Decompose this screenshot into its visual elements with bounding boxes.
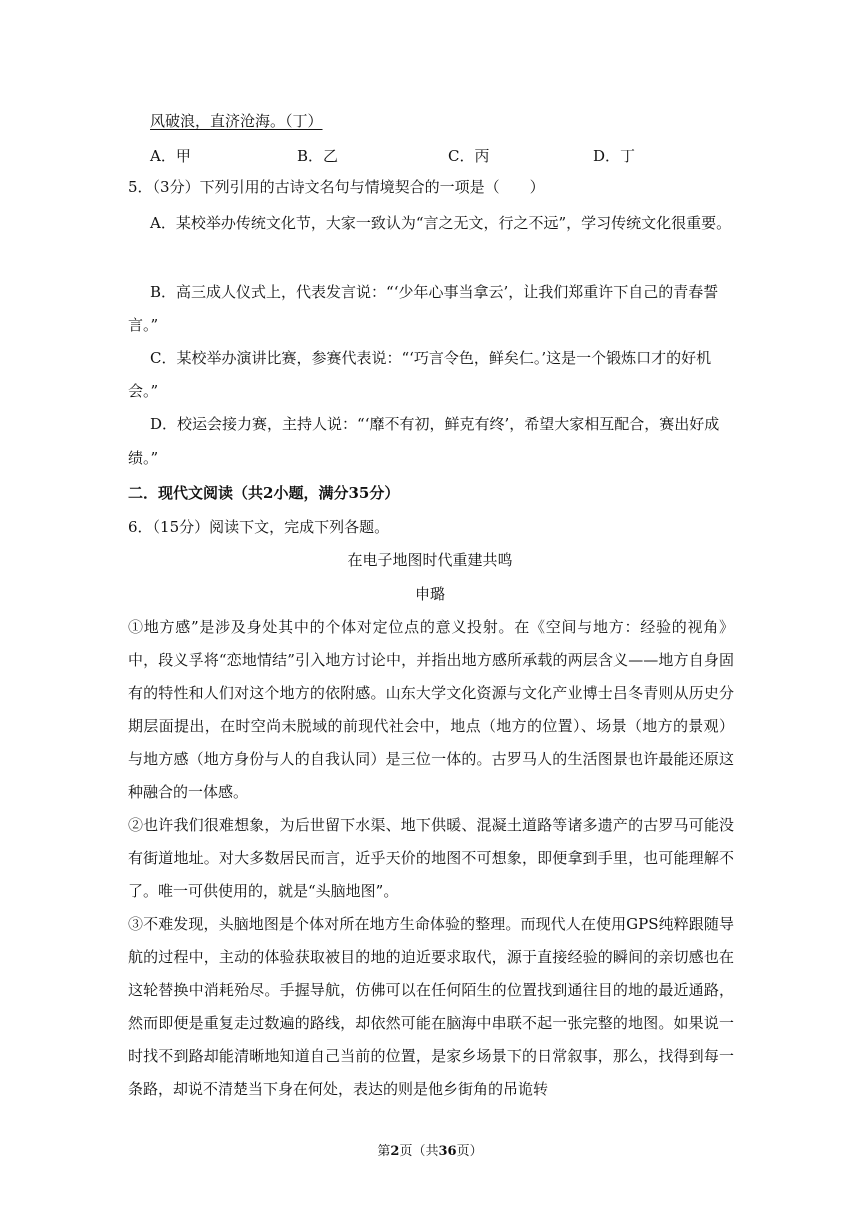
article-author: 申璐 [414, 585, 445, 603]
footer-prefix: 第 [377, 1144, 391, 1159]
q5-option-d-line1: D．校运会接力赛，主持人说：“‘靡不有初，鲜克有终’，希望大家相互配合，赛出好成 [150, 415, 720, 433]
prev-option-a: A．甲 [150, 147, 191, 165]
q5-option-b-line1: B．高三成人仪式上，代表发言说：“‘少年心事当拿云’，让我们郑重许下自己的青春誓 [150, 283, 719, 301]
footer-page-number: 2 [390, 1144, 400, 1159]
footer-middle: 页（共 [399, 1144, 439, 1159]
article-paragraph-1: ①地方感”是涉及身处其中的个体对定位点的意义投射。在《空间与地方：经验的视角》中，段义孚将“恋地情结”引入地方讨论中，并指出地方感所承载的两层含义——地方自身固有的特性和人们对这个地方的依附感。山东大学文化资源与文化产业博士吕冬青则从历史分期层面提出，在时空尚未脱域的前现代社会中，地点（地方的位置）、场景（地方的景观）与地方感（地方身份与人的自我认同）是三位一体的。古罗马人的生活图景也许最能还原这种融合的一体感。 [128, 618, 734, 801]
article-paragraph-3: ③不难发现，头脑地图是个体对所在地方生命体验的整理。而现代人在使用GPS纯粹跟随导航的过程中，主动的体验获取被目的地的迫近要求取代，源于直接经验的瞬间的亲切感也在这轮替换中消耗殆尽。手握导航，仿佛可以在任何陌生的位置找到通往目的地的最近通路，然而即便是重复走过数遍的路线，却依然可能在脑海中串联不起一张完整的地图。如果说一时找不到路却能清晰地知道自己当前的位置，是家乡场景下的日常叙事，那么，找得到每一条路，却说不清楚当下身在何处，表达的则是他乡街角的吊诡转 [128, 915, 734, 1098]
footer-total-pages: 36 [438, 1144, 457, 1159]
q5-option-b-line2: 言。” [128, 316, 159, 334]
prev-option-b: B．乙 [297, 147, 339, 165]
q5-stem: 5．（3分）下列引用的古诗文名句与情境契合的一项是（ ） [128, 178, 545, 196]
section-2-heading: 二．现代文阅读（共2小题，满分35分） [128, 484, 400, 502]
q5-option-c-line1: C．某校举办演讲比赛，参赛代表说：“‘巧言令色，鲜矣仁。’这是一个锻炼口才的好机 [150, 349, 712, 367]
q5-option-a: A．某校举办传统文化节，大家一致认为“言之无文，行之不远”，学习传统文化很重要。 [150, 214, 732, 232]
prev-option-d: D．丁 [593, 147, 636, 165]
q5-option-c-line2: 会。” [128, 382, 159, 400]
prev-option-c: C．丙 [448, 147, 490, 165]
article-body [128, 611, 734, 1106]
article-title: 在电子地图时代重建共鸣 [347, 551, 513, 569]
article-paragraph-2: ②也许我们很难想象，为后世留下水渠、地下供暖、混凝土道路等诸多遗产的古罗马可能没有街道地址。对大多数居民而言，近乎天价的地图不可想象，即便拿到手里，也可能理解不了。唯一可供使用的，就是“头脑地图”。 [128, 816, 734, 900]
footer-suffix: 页） [456, 1144, 483, 1159]
q6-stem: 6．（15分）阅读下文，完成下列各题。 [128, 518, 390, 536]
q5-option-d-line2: 绩。” [128, 449, 159, 467]
prev-question-tail-text: 风破浪，直济沧海。（丁） [150, 112, 323, 130]
page-footer [0, 1140, 860, 1159]
